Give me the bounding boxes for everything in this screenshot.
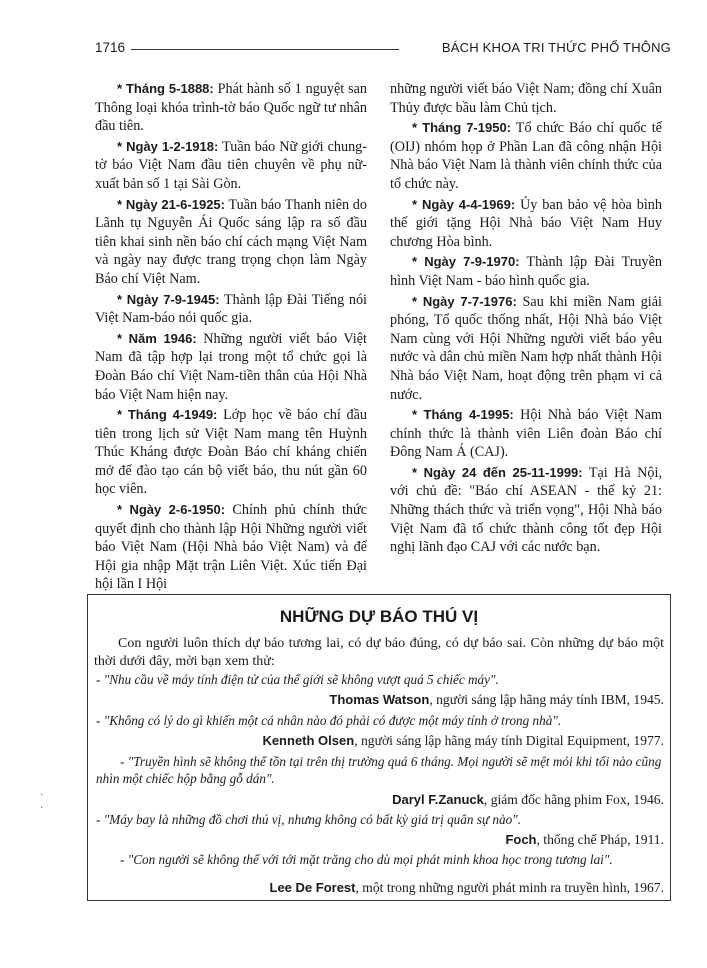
predictions-box bbox=[87, 594, 671, 901]
timeline-entry bbox=[390, 406, 662, 462]
timeline-entry bbox=[95, 80, 367, 136]
prediction-attribution bbox=[262, 732, 664, 749]
timeline-entry bbox=[390, 119, 662, 193]
timeline-entry-continued bbox=[390, 80, 662, 117]
prediction-role: , giám đốc hãng phim Fox, 1946. bbox=[483, 792, 664, 807]
margin-speck: · bbox=[40, 803, 44, 814]
entry-date: * Ngày 7-9-1945: bbox=[117, 291, 220, 307]
prediction-author: Kenneth Olsen bbox=[262, 733, 355, 748]
entry-text: Tổ chức Báo chí quốc tế (OIJ) nhóm họp ở Phần Lan đã công nhận Hội Nhà báo Việt Nam là thành viên chính thức của tổ chức này. bbox=[390, 120, 662, 192]
entry-date: * Năm 1946: bbox=[117, 330, 197, 346]
entry-text: những người viết báo Việt Nam; đồng chí Xuân Thủy được bầu làm Chủ tịch. bbox=[390, 81, 662, 116]
entry-date: * Ngày 24 đến 25-11-1999: bbox=[412, 464, 583, 480]
entry-date: * Ngày 7-7-1976: bbox=[412, 293, 517, 309]
timeline-entry bbox=[390, 196, 662, 252]
prediction-quote: - "Con người sẽ không thể với tới mặt trăng cho dù mọi phát minh khoa học trong tương lai". bbox=[120, 852, 613, 867]
prediction-attribution bbox=[329, 691, 664, 708]
header-rule bbox=[131, 49, 399, 50]
timeline-entry bbox=[95, 138, 367, 194]
entry-text: Sau khi miền Nam giải phóng, Tổ quốc thống nhất, Hội Nhà báo Việt Nam cùng với Hội Những người viết báo yêu nước và dân chủ miền Nam hợp nhất thành Hội Nhà báo Việt Nam, hoạt động trên phạm vi cả nước. bbox=[390, 293, 662, 403]
prediction-author: Daryl F.Zanuck bbox=[392, 792, 484, 807]
prediction-quote: - "Nhu cầu về máy tính điện tử của thế giới sẽ không vượt quá 5 chiếc máy". bbox=[96, 672, 499, 687]
entry-date: * Tháng 4-1995: bbox=[412, 407, 514, 423]
timeline-entry bbox=[95, 330, 367, 404]
running-title: BÁCH KHOA TRI THỨC PHỔ THÔNG bbox=[441, 40, 671, 55]
prediction-author: Foch bbox=[505, 832, 537, 847]
prediction-role: , người sáng lập hãng máy tính IBM, 1945. bbox=[429, 692, 664, 707]
prediction-quote: - "Máy bay là những đồ chơi thú vị, nhưng không có bất kỳ giá trị quân sự nào". bbox=[96, 812, 522, 827]
prediction-role: , một trong những người phát minh ra truyền hình, 1967. bbox=[355, 880, 664, 895]
entry-text: Chính phủ chính thức quyết định cho thành lập Hội Những người viết báo Việt Nam (Hội Nhà báo Việt Nam) và để Hội gia nhập Mặt trận Liên Việt. Xúc tiến Đại hội lần I Hội bbox=[95, 502, 367, 593]
entry-date: * Ngày 4-4-1969: bbox=[412, 196, 516, 212]
entry-text: Hội Nhà báo Việt Nam chính thức là thành viên Liên đoàn Báo chí Đông Nam Á (CAJ). bbox=[390, 407, 662, 461]
entry-text: Thành lập Đài Truyền hình Việt Nam - báo hình quốc gia. bbox=[390, 254, 663, 289]
timeline-entry bbox=[390, 293, 662, 405]
timeline-entry bbox=[390, 253, 662, 290]
timeline-entry bbox=[95, 291, 367, 328]
entry-date: * Tháng 7-1950: bbox=[412, 120, 512, 136]
entry-text: Phát hành số 1 nguyệt san Thông loại khóa trình-tờ báo Quốc ngữ tư nhân đầu tiên. bbox=[95, 81, 367, 135]
entry-date: * Ngày 2-6-1950: bbox=[117, 502, 226, 518]
page-header bbox=[95, 40, 671, 60]
entry-text: Ủy ban bảo vệ hòa bình thế giới tặng Hội Nhà báo Việt Nam Huy chương Hòa bình. bbox=[390, 196, 662, 250]
entry-text: Tại Hà Nội, với chủ đề: "Báo chí ASEAN - thế kỷ 21: Những thách thức và triển vọng", Hội Nhà báo Việt Nam đã tổ chức thành công tốt đẹp Hội nghị lãnh đạo CAJ với các nước bạn. bbox=[390, 464, 662, 556]
entry-text: Thành lập Đài Tiếng nói Việt Nam-báo nói quốc gia. bbox=[95, 291, 367, 327]
prediction-author: Thomas Watson bbox=[329, 692, 430, 707]
timeline-entry bbox=[390, 464, 662, 557]
entry-date: * Ngày 7-9-1970: bbox=[412, 254, 520, 270]
entry-text: Tuần báo Thanh niên do Lãnh tụ Nguyễn Ái Quốc sáng lập ra số đầu tiên khai sinh nền báo chí cách mạng Việt Nam và ngày nay được trang trọng chọn làm Ngày Báo chí Việt Nam. bbox=[95, 196, 367, 287]
prediction-author: Lee De Forest bbox=[269, 880, 356, 895]
prediction-attribution bbox=[392, 791, 664, 808]
prediction-role: , người sáng lập hãng máy tính Digital Equipment, 1977. bbox=[354, 733, 664, 748]
timeline-entry bbox=[95, 196, 367, 289]
left-column bbox=[95, 80, 367, 596]
prediction-quote: - "Không có lý do gì khiến một cá nhân nào đó phải có được một máy tính ở trong nhà". bbox=[96, 713, 562, 728]
margin-speck: · bbox=[40, 790, 44, 801]
right-column bbox=[390, 80, 662, 559]
prediction-attribution bbox=[505, 831, 664, 848]
prediction-quote: - "Truyền hình sẽ không thể tồn tại trên thị trường quá 6 tháng. Mọi người sẽ mệt mỏi khi tối nào cũng nhìn một chiếc hộp bằng gỗ dán". bbox=[96, 754, 662, 786]
page-number: 1716 bbox=[95, 40, 126, 55]
prediction-attribution bbox=[270, 879, 664, 896]
entry-text: Những người viết báo Việt Nam đã tập hợp lại trong một tổ chức gọi là Đoàn Báo chí Việt Nam-tiền thân của Hội Nhà báo Việt Nam hiện nay. bbox=[95, 330, 367, 403]
entry-date: * Tháng 5-1888: bbox=[117, 81, 214, 96]
prediction-role: , thống chế Pháp, 1911. bbox=[536, 832, 664, 847]
entry-date: * Tháng 4-1949: bbox=[117, 407, 218, 423]
entry-text: Lớp học về báo chí đầu tiên trong lịch sử Việt Nam mang tên Huỳnh Thúc Kháng được Đoàn Báo chí kháng chiến mở để đào tạo cán bộ viết báo, thu nút gần 60 học viên. bbox=[95, 407, 368, 498]
entry-date: * Ngày 1-2-1918: bbox=[117, 138, 219, 154]
entry-date: * Ngày 21-6-1925: bbox=[117, 196, 225, 212]
timeline-entry bbox=[95, 501, 367, 594]
box-intro: Con người luôn thích dự báo tương lai, có dự báo đúng, có dự báo sai. Còn những dự báo một thời dưới đây, mời bạn xem thử: bbox=[94, 636, 664, 669]
timeline-entry bbox=[95, 406, 367, 499]
entry-text: Tuần báo Nữ giới chung-tờ báo Việt Nam đầu tiên chuyên về phụ nữ-xuất bản số 1 tại Sài Gòn. bbox=[95, 138, 367, 192]
box-title: NHỮNG DỰ BÁO THÚ VỊ bbox=[279, 607, 479, 626]
